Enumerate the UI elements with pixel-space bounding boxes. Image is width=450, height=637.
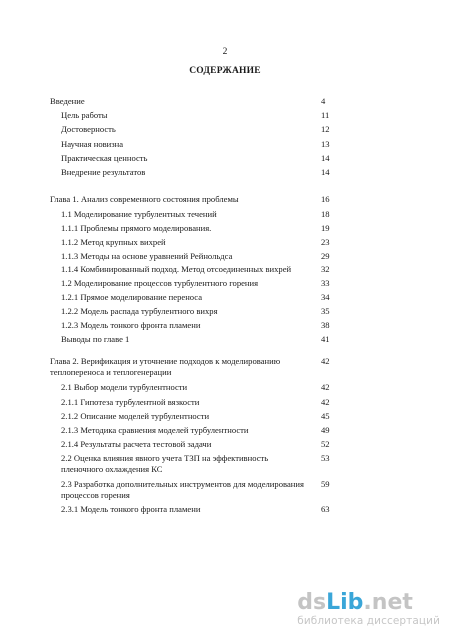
toc-entry-text[interactable]: 1.2.1 Прямое моделирование переноса [61,292,203,302]
toc-entry-page: 42 [321,397,330,407]
toc-entry-text[interactable]: Глава 2. Верификация и уточнение подходов к моделированию теплопереноса и теплогенерации [50,356,281,377]
toc-entry-page: 59 [321,479,330,489]
toc-entry-page: 11 [321,110,330,120]
toc-entry-page: 38 [321,320,330,330]
dslib-watermark [297,592,440,627]
toc-entry-page: 13 [321,139,330,149]
toc-entry-text[interactable]: 2.1 Выбор модели турбулентности [61,382,188,392]
toc-entry-page: 32 [321,264,330,274]
toc-entry-text[interactable]: Цель работы [61,110,108,120]
toc-entry-page: 16 [321,194,330,204]
toc-entry-text[interactable]: 1.1 Моделирование турбулентных течений [61,209,217,219]
toc-entry-page: 53 [321,453,330,463]
toc-entry-page: 49 [321,425,330,435]
toc-entry-page: 23 [321,237,330,247]
toc-entry-page: 4 [321,96,326,106]
toc-entry-text[interactable]: Практическая ценность [61,153,148,163]
toc-entry-page: 12 [321,124,330,134]
toc-entry-text[interactable]: 1.1.4 Комбинированный подход. Метод отсоединенных вихрей [61,264,292,274]
toc-entry-text[interactable]: 2.3 Разработка дополнительных инструментов для моделирования процессов горения [61,479,304,500]
toc-entry-page: 14 [321,153,330,163]
toc-entry-text[interactable]: 2.1.4 Результаты расчета тестовой задачи [61,439,212,449]
toc-entry-page: 14 [321,167,330,177]
logo-lib: Lib [326,590,364,615]
toc-entry-text[interactable]: Выводы по главе 1 [61,334,130,344]
toc-entry-text[interactable]: Внедрение результатов [61,167,146,177]
toc-entry-page: 34 [321,292,330,302]
toc-entry-text[interactable]: Введение [50,96,85,106]
toc-entry-page: 33 [321,278,330,288]
toc-entry-page: 18 [321,209,330,219]
toc-entry-text[interactable]: 1.1.1 Проблемы прямого моделирования. [61,223,212,233]
toc-entry-page: 52 [321,439,330,449]
toc-entry-page: 41 [321,334,330,344]
logo-net: .net [363,590,413,615]
toc-entry-text[interactable]: 2.2 Оценка влияния явного учета ТЗП на эффективность пленочного охлаждения КС [61,453,269,474]
toc-entry-text[interactable]: 1.2.2 Модель распада турбулентного вихря [61,306,218,316]
page-number: 2 [222,47,228,57]
toc-entry-text[interactable]: 1.1.3 Методы на основе уравнений Рейнольдса [61,251,233,261]
logo-ds: ds [297,590,327,615]
toc-entry-text[interactable]: Достоверность [61,124,116,134]
toc-entry-text[interactable]: 1.1.2 Метод крупных вихрей [61,237,166,247]
toc-entry-page: 35 [321,306,330,316]
watermark-tagline: библиотека диссертаций [297,615,440,627]
toc-entry-page: 19 [321,223,330,233]
dslib-logo [297,592,440,614]
toc-entry-page: 42 [321,356,330,366]
toc-entry-page: 63 [321,504,330,514]
toc-entry-text[interactable]: Глава 1. Анализ современного состояния проблемы [50,194,239,204]
toc-entry-text[interactable]: 2.1.3 Методика сравнения моделей турбулентности [61,425,249,435]
toc-title: СОДЕРЖАНИЕ [189,66,261,76]
toc-entry-text[interactable]: Научная новизна [61,139,124,149]
toc-entry-text[interactable]: 2.1.1 Гипотеза турбулентной вязкости [61,397,200,407]
toc-entry-text[interactable]: 1.2 Моделирование процессов турбулентного горения [61,278,259,288]
toc-entry-text[interactable]: 2.1.2 Описание моделей турбулентности [61,411,210,421]
toc-entry-page: 45 [321,411,330,421]
toc-entry-text[interactable]: 2.3.1 Модель тонкого фронта пламени [61,504,201,514]
toc-entry-page: 29 [321,251,330,261]
toc-entry-page: 42 [321,382,330,392]
toc-entry-text[interactable]: 1.2.3 Модель тонкого фронта пламени [61,320,201,330]
